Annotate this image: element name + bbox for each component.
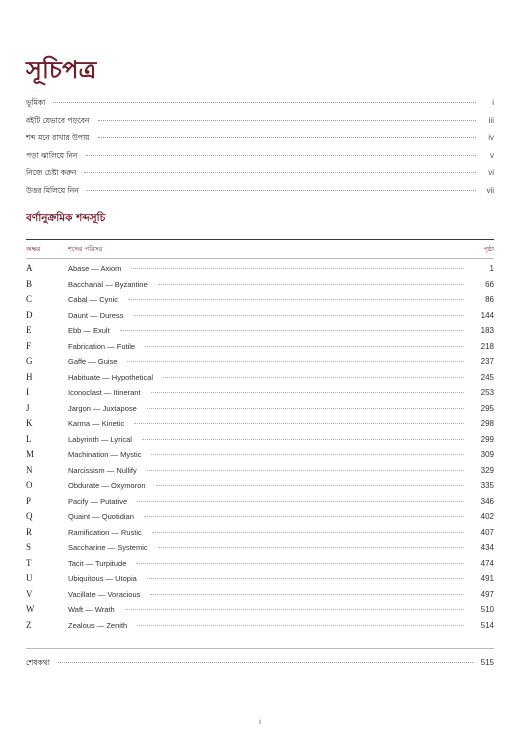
dot-leader [158, 547, 464, 548]
toc-entry-label: ভূমিকা [26, 98, 46, 107]
dot-leader [128, 299, 464, 300]
index-row[interactable] [26, 604, 494, 620]
index-letter: I [26, 387, 29, 397]
index-letter: J [26, 402, 30, 413]
toc-entry[interactable] [26, 133, 494, 151]
index-letter: O [26, 480, 33, 490]
dot-leader [98, 137, 476, 138]
index-letter: M [26, 449, 35, 459]
index-page: 253 [480, 388, 494, 397]
index-row[interactable] [26, 387, 494, 403]
dot-leader [133, 315, 464, 316]
index-row[interactable] [26, 356, 494, 372]
index-row[interactable] [26, 372, 494, 388]
index-page: 144 [480, 310, 494, 320]
index-row[interactable] [26, 310, 494, 326]
dot-leader [87, 190, 476, 191]
dot-leader [134, 423, 464, 424]
index-page: 514 [480, 620, 494, 630]
index-page: 299 [480, 434, 494, 444]
dot-leader [127, 361, 464, 362]
front-matter-list [26, 98, 494, 204]
index-page: 298 [480, 419, 494, 428]
toc-entry-page: 515 [480, 658, 494, 667]
toc-entry-label: উত্তর মিলিয়ে নিন [26, 185, 79, 195]
dot-leader [125, 609, 464, 610]
index-page: 245 [480, 372, 494, 382]
dot-leader [163, 377, 464, 378]
index-row[interactable] [26, 403, 494, 419]
dot-leader [98, 120, 476, 121]
index-row[interactable] [26, 263, 494, 279]
index-row[interactable] [26, 465, 494, 481]
index-page: 237 [480, 357, 494, 366]
index-row[interactable] [26, 527, 494, 543]
column-header-page: পৃষ্ঠা [483, 245, 494, 253]
toc-entry-label: শব্দ মনে রাখার উপায় [26, 133, 90, 143]
toc-entry-page: vii [486, 185, 494, 195]
index-page: 402 [480, 512, 494, 521]
toc-entry-label: নিজে চেষ্টা করুন [26, 168, 77, 178]
index-table-header [26, 239, 494, 259]
dot-leader [86, 155, 476, 156]
index-page: 86 [485, 295, 494, 304]
dot-leader [120, 330, 464, 331]
index-row[interactable] [26, 480, 494, 496]
index-row[interactable] [26, 511, 494, 527]
index-letter: Q [26, 511, 33, 521]
index-page: 491 [480, 574, 494, 583]
dot-leader [136, 563, 464, 564]
index-row[interactable] [26, 418, 494, 434]
index-word-range: Ubiquitous — Utopia [68, 574, 137, 583]
index-table-body [26, 259, 494, 635]
index-letter: P [26, 495, 32, 506]
index-word-range: Waft — Wrath [68, 605, 115, 614]
index-heading: বর্ণানুক্রমিক শব্দসূচি [26, 212, 106, 224]
index-word-range: Labyrinth — Lyrical [68, 434, 132, 444]
index-row[interactable] [26, 573, 494, 589]
toc-entry[interactable] [26, 116, 494, 134]
page-title: সূচিপত্র [26, 55, 97, 84]
index-letter: S [26, 542, 32, 552]
index-row[interactable] [26, 496, 494, 512]
index-page: 329 [480, 465, 494, 475]
index-letter: U [26, 573, 33, 583]
index-word-range: Habituate — Hypothetical [68, 372, 154, 382]
index-page: 66 [485, 279, 494, 289]
index-word-range: Abase — Axiom [68, 264, 122, 273]
index-word-range: Ebb — Exult [68, 326, 110, 335]
dot-leader [151, 392, 464, 393]
dot-leader [150, 594, 464, 595]
dot-leader [137, 501, 464, 502]
dot-leader [152, 532, 464, 533]
index-letter: H [26, 371, 33, 382]
index-row[interactable] [26, 294, 494, 310]
index-word-range: Pacify — Putative [68, 496, 128, 506]
index-letter: E [26, 325, 32, 335]
index-letter: Z [26, 619, 32, 630]
toc-entry-page: v [490, 150, 494, 160]
index-word-range: Iconoclast — Itinerant [68, 388, 141, 397]
index-page: 434 [480, 543, 494, 552]
column-header-letter: অক্ষর [26, 245, 41, 253]
index-letter: A [26, 263, 33, 273]
dot-leader [53, 102, 476, 103]
index-page: 218 [480, 341, 494, 351]
toc-entry-page: iv [488, 133, 494, 143]
alphabetical-index-table [26, 239, 494, 635]
index-page: 497 [480, 589, 494, 599]
index-letter: T [26, 557, 32, 568]
toc-entry-page: i [492, 98, 494, 107]
divider [26, 648, 494, 649]
index-row[interactable] [26, 449, 494, 465]
dot-leader [131, 268, 464, 269]
toc-entry[interactable] [26, 151, 494, 169]
index-word-range: Tacit — Turpitude [68, 558, 127, 568]
dot-leader [156, 485, 464, 486]
index-word-range: Zealous — Zenith [68, 620, 128, 630]
index-letter: V [26, 588, 33, 599]
index-letter: K [26, 418, 33, 428]
toc-entry-page: vi [488, 168, 494, 178]
index-letter: C [26, 294, 33, 304]
index-letter: G [26, 356, 33, 366]
index-page: 183 [480, 326, 494, 335]
index-word-range: Bacchanal — Byzantine [68, 279, 148, 289]
toc-entry[interactable] [26, 98, 494, 116]
dot-leader [158, 284, 464, 285]
dot-leader [137, 625, 464, 626]
index-letter: L [26, 433, 32, 444]
page-number: ii [258, 719, 262, 726]
dot-leader [84, 172, 476, 173]
index-word-range: Karma — Kinetic [68, 419, 125, 428]
index-row[interactable] [26, 589, 494, 605]
index-word-range: Cabal — Cynic [68, 295, 119, 304]
index-row[interactable] [26, 325, 494, 341]
dot-leader [147, 470, 464, 471]
index-page: 295 [480, 403, 494, 413]
index-row[interactable] [26, 558, 494, 574]
index-word-range: Daunt — Duress [68, 310, 124, 320]
dot-leader [144, 516, 464, 517]
index-word-range: Ramification — Rustic [68, 527, 142, 537]
index-page: 510 [480, 605, 494, 614]
index-letter: F [26, 340, 32, 351]
index-word-range: Vacillate — Voracious [68, 589, 141, 599]
index-word-range: Jargon — Juxtapose [68, 403, 137, 413]
column-header-range: শব্দের পরিসর [68, 245, 103, 253]
toc-entry-label: পড়া ঝালিয়ে নিন [26, 150, 78, 160]
toc-entry-afterword[interactable] [26, 658, 494, 670]
index-letter: B [26, 278, 33, 289]
index-letter: N [26, 464, 33, 475]
toc-entry[interactable] [26, 168, 494, 186]
toc-entry-label: বইটি যেভাবে পড়বেন [26, 115, 90, 125]
dot-leader [142, 439, 464, 440]
dot-leader [58, 662, 473, 663]
index-page: 335 [480, 481, 494, 490]
index-row[interactable] [26, 341, 494, 357]
toc-entry-page: iii [488, 115, 494, 125]
toc-entry[interactable] [26, 186, 494, 204]
index-row[interactable] [26, 279, 494, 295]
dot-leader [151, 454, 464, 455]
index-word-range: Fabrication — Futile [68, 341, 136, 351]
index-word-range: Quaint — Quotidian [68, 512, 134, 521]
index-row[interactable] [26, 620, 494, 636]
index-page: 1 [489, 264, 494, 273]
index-letter: W [26, 604, 35, 614]
index-word-range: Machination — Mystic [68, 450, 142, 459]
index-page: 309 [480, 450, 494, 459]
index-page: 346 [480, 496, 494, 506]
index-row[interactable] [26, 434, 494, 450]
dot-leader [147, 578, 464, 579]
index-page: 407 [480, 527, 494, 537]
index-page: 474 [480, 558, 494, 568]
dot-leader [147, 408, 464, 409]
index-word-range: Obdurate — Oxymoron [68, 481, 146, 490]
toc-entry-label: শেষকথা [26, 658, 50, 667]
index-word-range: Narcissism — Nullify [68, 465, 137, 475]
index-word-range: Saccharine — Systemic [68, 543, 148, 552]
dot-leader [145, 346, 464, 347]
index-row[interactable] [26, 542, 494, 558]
index-letter: D [26, 309, 33, 320]
index-word-range: Gaffe — Guise [68, 357, 118, 366]
index-letter: R [26, 526, 33, 537]
